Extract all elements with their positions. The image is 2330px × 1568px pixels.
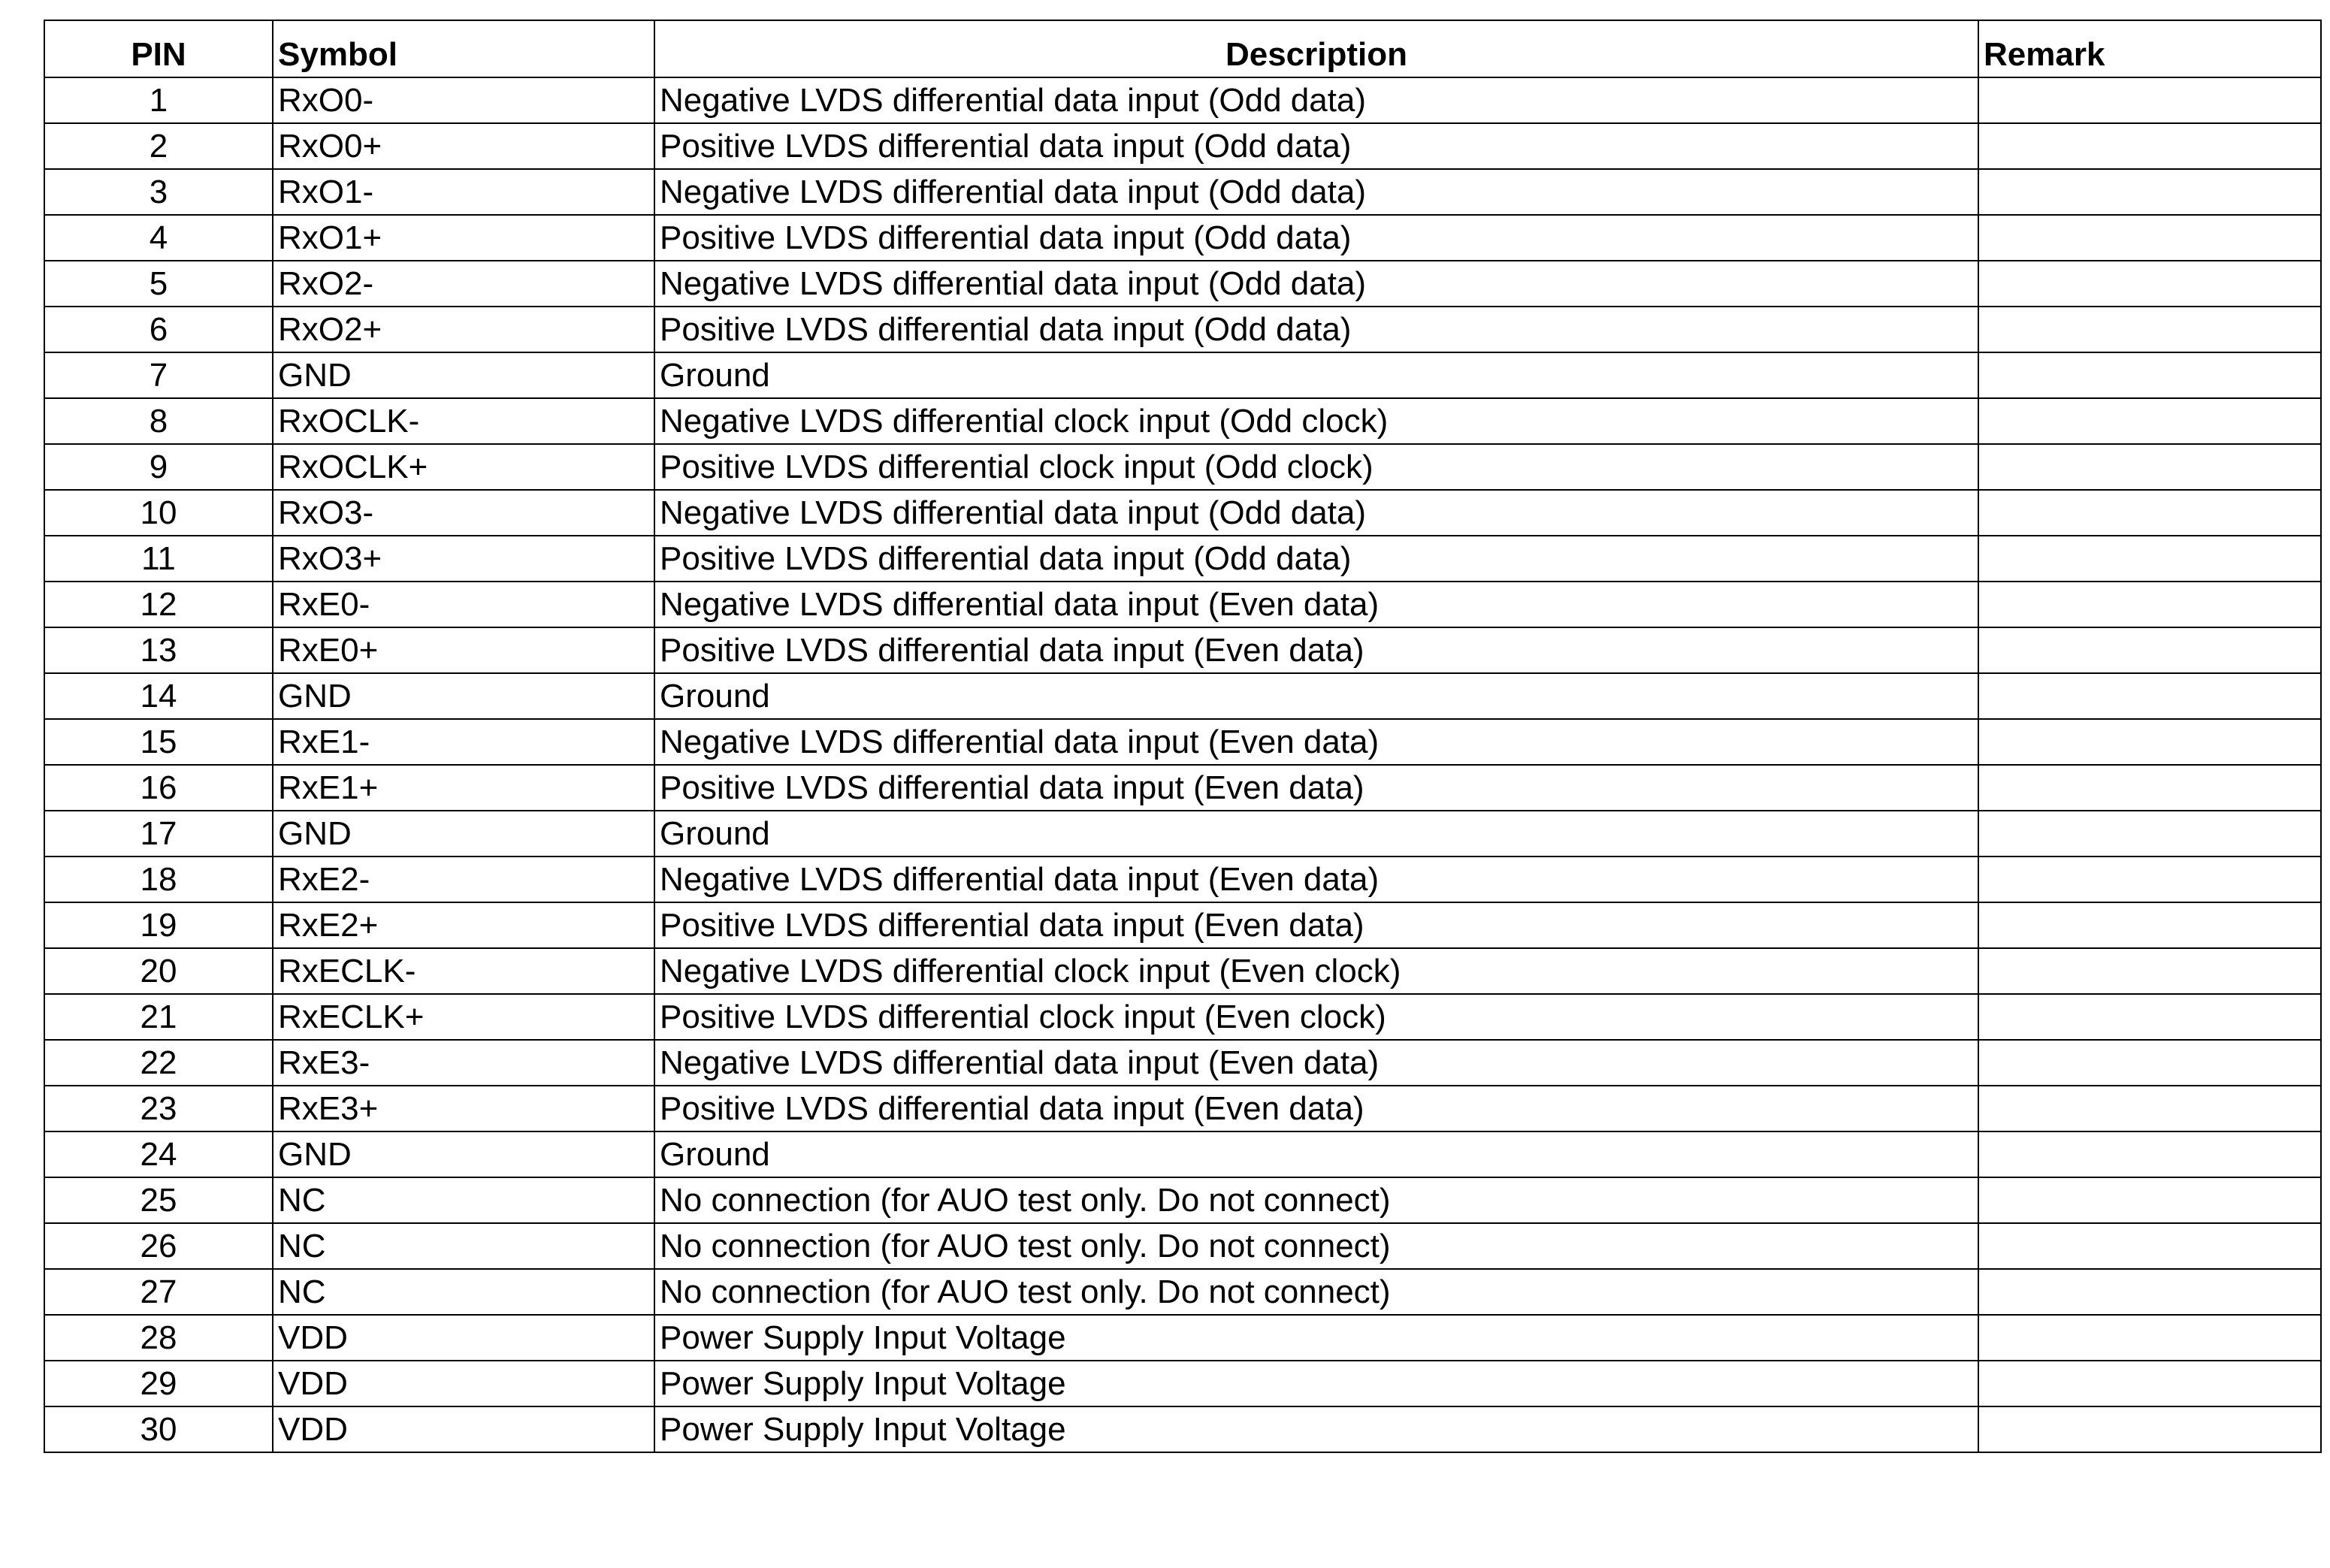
remark-cell: [1978, 811, 2321, 857]
pin-cell: 12: [44, 582, 273, 627]
description-cell: Negative LVDS differential data input (Even data): [654, 582, 1978, 627]
description-cell: Positive LVDS differential data input (Even data): [654, 1086, 1978, 1131]
table-row: [44, 307, 2321, 352]
description-cell: Ground: [654, 1131, 1978, 1177]
table-row: [44, 1269, 2321, 1315]
description-cell: No connection (for AUO test only. Do not connect): [654, 1223, 1978, 1269]
description-cell: Positive LVDS differential data input (Odd data): [654, 307, 1978, 352]
table-header: [44, 20, 2321, 77]
pin-cell: 18: [44, 857, 273, 902]
remark-cell: [1978, 948, 2321, 994]
pin-cell: 7: [44, 352, 273, 398]
symbol-cell: RxECLK+: [273, 994, 654, 1040]
table-row: [44, 857, 2321, 902]
remark-cell: [1978, 307, 2321, 352]
pin-cell: 10: [44, 490, 273, 536]
table-row: [44, 215, 2321, 261]
pin-cell: 5: [44, 261, 273, 307]
table-row: [44, 627, 2321, 673]
pin-cell: 3: [44, 169, 273, 215]
pin-cell: 2: [44, 123, 273, 169]
pin-cell: 28: [44, 1315, 273, 1361]
symbol-cell: RxE3+: [273, 1086, 654, 1131]
table-row: [44, 582, 2321, 627]
pin-cell: 8: [44, 398, 273, 444]
pin-assignment-table: [44, 20, 2322, 1453]
symbol-cell: RxE1+: [273, 765, 654, 811]
remark-cell: [1978, 352, 2321, 398]
symbol-cell: RxOCLK-: [273, 398, 654, 444]
table-row: [44, 490, 2321, 536]
symbol-cell: RxE0+: [273, 627, 654, 673]
symbol-cell: GND: [273, 1131, 654, 1177]
symbol-cell: RxO0+: [273, 123, 654, 169]
pin-cell: 27: [44, 1269, 273, 1315]
table-row: [44, 1177, 2321, 1223]
table-row: [44, 765, 2321, 811]
description-cell: Ground: [654, 352, 1978, 398]
symbol-cell: RxE2-: [273, 857, 654, 902]
symbol-cell: RxO0-: [273, 77, 654, 123]
description-cell: Positive LVDS differential data input (Even data): [654, 627, 1978, 673]
description-cell: Power Supply Input Voltage: [654, 1406, 1978, 1452]
remark-cell: [1978, 169, 2321, 215]
remark-cell: [1978, 719, 2321, 765]
pin-cell: 26: [44, 1223, 273, 1269]
table-row: [44, 1406, 2321, 1452]
header-remark: Remark: [1978, 20, 2321, 77]
table-body: [44, 77, 2321, 1452]
symbol-cell: RxE2+: [273, 902, 654, 948]
table-row: [44, 948, 2321, 994]
description-cell: Power Supply Input Voltage: [654, 1315, 1978, 1361]
table-row: [44, 536, 2321, 582]
table-row: [44, 1040, 2321, 1086]
pin-cell: 14: [44, 673, 273, 719]
table-row: [44, 444, 2321, 490]
remark-cell: [1978, 123, 2321, 169]
table-row: [44, 1361, 2321, 1406]
table-row: [44, 261, 2321, 307]
description-cell: Negative LVDS differential data input (Odd data): [654, 490, 1978, 536]
remark-cell: [1978, 490, 2321, 536]
description-cell: No connection (for AUO test only. Do not connect): [654, 1177, 1978, 1223]
pin-cell: 20: [44, 948, 273, 994]
pin-cell: 1: [44, 77, 273, 123]
symbol-cell: RxE3-: [273, 1040, 654, 1086]
description-cell: Negative LVDS differential data input (Odd data): [654, 169, 1978, 215]
symbol-cell: RxO1+: [273, 215, 654, 261]
table-row: [44, 1315, 2321, 1361]
symbol-cell: RxECLK-: [273, 948, 654, 994]
description-cell: Negative LVDS differential clock input (Even clock): [654, 948, 1978, 994]
symbol-cell: RxO1-: [273, 169, 654, 215]
symbol-cell: RxOCLK+: [273, 444, 654, 490]
description-cell: Positive LVDS differential clock input (Odd clock): [654, 444, 1978, 490]
pin-cell: 30: [44, 1406, 273, 1452]
description-cell: Positive LVDS differential data input (Even data): [654, 765, 1978, 811]
symbol-cell: RxO2-: [273, 261, 654, 307]
symbol-cell: RxE0-: [273, 582, 654, 627]
description-cell: Ground: [654, 811, 1978, 857]
table-row: [44, 994, 2321, 1040]
pin-cell: 29: [44, 1361, 273, 1406]
remark-cell: [1978, 1269, 2321, 1315]
remark-cell: [1978, 994, 2321, 1040]
table-row: [44, 169, 2321, 215]
remark-cell: [1978, 1361, 2321, 1406]
description-cell: Positive LVDS differential data input (Even data): [654, 902, 1978, 948]
pin-cell: 6: [44, 307, 273, 352]
table-row: [44, 1223, 2321, 1269]
table-row: [44, 1086, 2321, 1131]
pin-cell: 25: [44, 1177, 273, 1223]
description-cell: Negative LVDS differential data input (Odd data): [654, 77, 1978, 123]
symbol-cell: GND: [273, 811, 654, 857]
remark-cell: [1978, 673, 2321, 719]
description-cell: Negative LVDS differential clock input (Odd clock): [654, 398, 1978, 444]
pin-cell: 15: [44, 719, 273, 765]
description-cell: Negative LVDS differential data input (Even data): [654, 1040, 1978, 1086]
description-cell: Positive LVDS differential data input (Odd data): [654, 215, 1978, 261]
description-cell: Ground: [654, 673, 1978, 719]
remark-cell: [1978, 627, 2321, 673]
pin-cell: 9: [44, 444, 273, 490]
description-cell: Negative LVDS differential data input (Even data): [654, 857, 1978, 902]
remark-cell: [1978, 77, 2321, 123]
remark-cell: [1978, 444, 2321, 490]
pin-cell: 19: [44, 902, 273, 948]
description-cell: Positive LVDS differential clock input (Even clock): [654, 994, 1978, 1040]
remark-cell: [1978, 1223, 2321, 1269]
table-row: [44, 1131, 2321, 1177]
pin-cell: 13: [44, 627, 273, 673]
description-cell: Negative LVDS differential data input (Even data): [654, 719, 1978, 765]
symbol-cell: NC: [273, 1223, 654, 1269]
pin-cell: 23: [44, 1086, 273, 1131]
remark-cell: [1978, 1040, 2321, 1086]
symbol-cell: RxO3+: [273, 536, 654, 582]
remark-cell: [1978, 215, 2321, 261]
remark-cell: [1978, 261, 2321, 307]
description-cell: No connection (for AUO test only. Do not connect): [654, 1269, 1978, 1315]
symbol-cell: RxE1-: [273, 719, 654, 765]
pin-cell: 16: [44, 765, 273, 811]
header-symbol: Symbol: [273, 20, 654, 77]
remark-cell: [1978, 398, 2321, 444]
symbol-cell: RxO2+: [273, 307, 654, 352]
symbol-cell: NC: [273, 1269, 654, 1315]
symbol-cell: RxO3-: [273, 490, 654, 536]
remark-cell: [1978, 1131, 2321, 1177]
header-pin: PIN: [44, 20, 273, 77]
pin-cell: 24: [44, 1131, 273, 1177]
description-cell: Negative LVDS differential data input (Odd data): [654, 261, 1978, 307]
table-row: [44, 673, 2321, 719]
pin-cell: 17: [44, 811, 273, 857]
remark-cell: [1978, 1315, 2321, 1361]
table-row: [44, 123, 2321, 169]
symbol-cell: NC: [273, 1177, 654, 1223]
symbol-cell: GND: [273, 673, 654, 719]
remark-cell: [1978, 765, 2321, 811]
symbol-cell: VDD: [273, 1315, 654, 1361]
remark-cell: [1978, 857, 2321, 902]
description-cell: Power Supply Input Voltage: [654, 1361, 1978, 1406]
pin-cell: 11: [44, 536, 273, 582]
remark-cell: [1978, 1086, 2321, 1131]
remark-cell: [1978, 582, 2321, 627]
table-row: [44, 902, 2321, 948]
table-row: [44, 352, 2321, 398]
remark-cell: [1978, 902, 2321, 948]
description-cell: Positive LVDS differential data input (Odd data): [654, 123, 1978, 169]
symbol-cell: VDD: [273, 1361, 654, 1406]
pin-cell: 4: [44, 215, 273, 261]
remark-cell: [1978, 536, 2321, 582]
table-row: [44, 398, 2321, 444]
pin-cell: 22: [44, 1040, 273, 1086]
symbol-cell: VDD: [273, 1406, 654, 1452]
table-row: [44, 811, 2321, 857]
header-description: Description: [654, 20, 1978, 77]
remark-cell: [1978, 1177, 2321, 1223]
remark-cell: [1978, 1406, 2321, 1452]
header-row: [44, 20, 2321, 77]
table-row: [44, 719, 2321, 765]
table-row: [44, 77, 2321, 123]
symbol-cell: GND: [273, 352, 654, 398]
description-cell: Positive LVDS differential data input (Odd data): [654, 536, 1978, 582]
pin-cell: 21: [44, 994, 273, 1040]
